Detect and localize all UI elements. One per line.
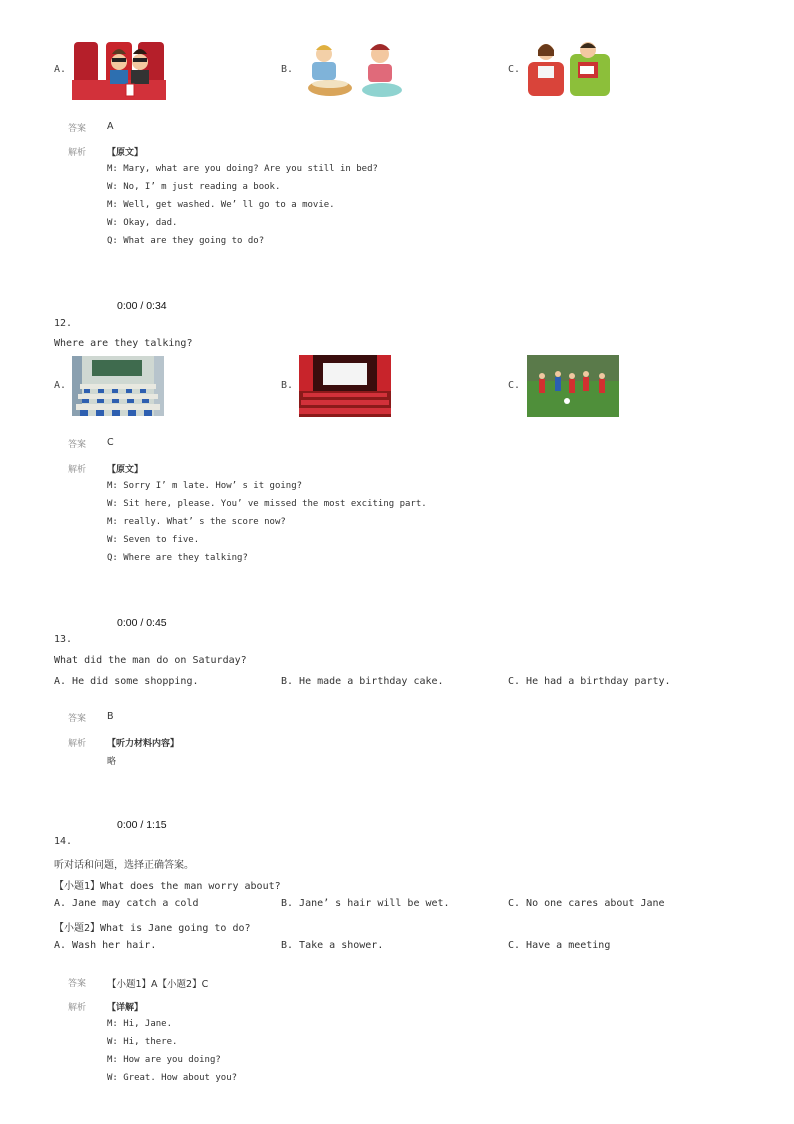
laundry-people-image — [300, 40, 406, 100]
sub1-choice-c: C. No one cares about Jane — [508, 898, 665, 909]
choice-c: C. He had a birthday party. — [508, 676, 671, 687]
q11-option-a-letter: A. — [54, 64, 67, 75]
q12-option-a-letter: A. — [54, 380, 67, 391]
q11-option-c-letter: C. — [508, 64, 521, 75]
sub-question-2: 【小题2】What is Jane going to do? — [54, 923, 251, 934]
analysis-body: 略 — [107, 757, 117, 767]
transcript-line: Q: Where are they talking? — [107, 553, 248, 563]
answer-label: 答案 — [68, 714, 87, 724]
football-field-image — [527, 355, 619, 417]
answer-label: 答案 — [68, 440, 87, 450]
choice-b: B. He made a birthday cake. — [281, 676, 444, 687]
analysis-heading: 【听力材料内容】 — [107, 739, 180, 749]
audio-player-time[interactable]: 0:00 / 1:15 — [117, 819, 167, 831]
answer-value: A — [107, 121, 114, 132]
question-text: Where are they talking? — [54, 338, 193, 349]
transcript-line: W: Okay, dad. — [107, 218, 178, 228]
transcript-line: W: Seven to five. — [107, 535, 200, 545]
transcript-line: W: No, I’ m just reading a book. — [107, 182, 281, 192]
transcript-line: M: How are you doing? — [107, 1055, 221, 1065]
q11-option-b-letter: B. — [281, 64, 294, 75]
transcript-line: W: Sit here, please. You’ ve missed the most exciting part. — [107, 499, 427, 509]
question-text: What did the man do on Saturday? — [54, 655, 247, 666]
reading-armchair-image — [526, 40, 612, 100]
answer-value: B — [107, 711, 114, 722]
analysis-label: 解析 — [68, 465, 87, 475]
sub1-choice-a: A. Jane may catch a cold — [54, 898, 199, 909]
transcript-line: M: Well, get washed. We’ ll go to a movie. — [107, 200, 335, 210]
sub2-choice-a: A. Wash her hair. — [54, 940, 157, 951]
audio-player-time[interactable]: 0:00 / 0:34 — [117, 300, 167, 312]
cinema-hall-image — [299, 355, 391, 417]
analysis-heading: 【详解】 — [107, 1003, 144, 1013]
analysis-heading: 【原文】 — [107, 465, 144, 475]
audio-player-time[interactable]: 0:00 / 0:45 — [117, 617, 167, 629]
transcript-line: M: really. What’ s the score now? — [107, 517, 286, 527]
sub2-choice-b: B. Take a shower. — [281, 940, 384, 951]
question-number: 13. — [54, 634, 73, 645]
analysis-label: 解析 — [68, 148, 87, 158]
transcript-line: M: Sorry I’ m late. How’ s it going? — [107, 481, 303, 491]
analysis-label: 解析 — [68, 1003, 87, 1013]
analysis-heading: 【原文】 — [107, 148, 144, 158]
transcript-line: M: Mary, what are you doing? Are you still in bed? — [107, 164, 378, 174]
transcript-line: M: Hi, Jane. — [107, 1019, 173, 1029]
q12-option-b-letter: B. — [281, 380, 294, 391]
sub1-choice-b: B. Jane’ s hair will be wet. — [281, 898, 450, 909]
sub-question-1: 【小题1】What does the man worry about? — [54, 881, 281, 892]
answer-label: 答案 — [68, 979, 87, 989]
cinema-couple-image — [72, 40, 166, 100]
answer-label: 答案 — [68, 124, 87, 134]
question-instruction: 听对话和问题，选择正确答案。 — [54, 860, 194, 871]
transcript-line: W: Hi, there. — [107, 1037, 178, 1047]
sub2-choice-c: C. Have a meeting — [508, 940, 611, 951]
q12-option-c-letter: C. — [508, 380, 521, 391]
transcript-line: Q: What are they going to do? — [107, 236, 265, 246]
classroom-image — [72, 356, 164, 416]
choice-a: A. He did some shopping. — [54, 676, 199, 687]
answer-value: C — [107, 437, 114, 448]
question-number: 14. — [54, 836, 73, 847]
answer-value: 【小题1】A【小题2】C — [107, 979, 209, 990]
analysis-label: 解析 — [68, 739, 87, 749]
transcript-line: W: Great. How about you? — [107, 1073, 238, 1083]
question-number: 12. — [54, 318, 73, 329]
